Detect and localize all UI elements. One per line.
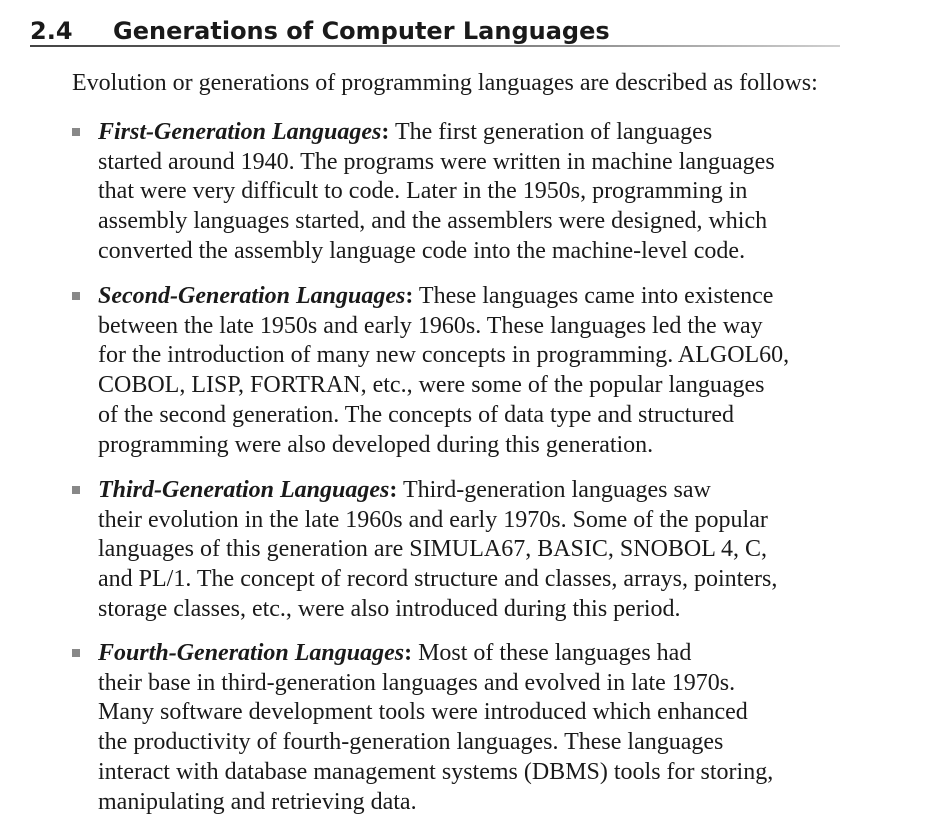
item-text: These languages came into existence xyxy=(413,283,774,309)
item-colon: : xyxy=(404,640,413,666)
item-line: programming were also developed during this generation. xyxy=(98,431,654,458)
heading-underline xyxy=(30,45,840,47)
item-line: Many software development tools were introduced which enhanced xyxy=(98,699,748,726)
item-line: COBOL, LISP, FORTRAN, etc., were some of the popular languages xyxy=(98,372,765,399)
item-line: their base in third-generation languages and evolved in late 1970s. xyxy=(98,669,736,696)
list-item-second-generation xyxy=(98,282,858,460)
item-term: Fourth-Generation Languages xyxy=(98,640,405,666)
item-line xyxy=(98,118,858,148)
item-line: and PL/1. The concept of record structure and classes, arrays, pointers, xyxy=(98,566,778,593)
square-bullet-icon xyxy=(72,128,80,136)
square-bullet-icon xyxy=(72,649,80,657)
item-text: Most of these languages had xyxy=(412,640,692,666)
square-bullet-icon xyxy=(72,486,80,494)
item-term: Third-Generation Languages xyxy=(98,477,390,503)
item-line: interact with database management systems (DBMS) tools for storing, xyxy=(98,758,774,785)
item-line: assembly languages started, and the assemblers were designed, which xyxy=(98,208,768,235)
item-line: the productivity of fourth-generation languages. These languages xyxy=(98,729,724,756)
item-line xyxy=(98,639,858,669)
section-heading xyxy=(30,14,845,48)
section-number: 2.4 xyxy=(30,17,73,45)
item-line: for the introduction of many new concepts in programming. ALGOL60, xyxy=(98,342,790,369)
square-bullet-icon xyxy=(72,292,80,300)
section-title: Generations of Computer Languages xyxy=(113,17,610,45)
item-text: The first generation of languages xyxy=(389,119,713,145)
list-item-third-generation xyxy=(98,476,858,625)
item-line xyxy=(98,282,858,312)
item-line: their evolution in the late 1960s and early 1970s. Some of the popular xyxy=(98,506,768,533)
item-line: storage classes, etc., were also introduced during this period. xyxy=(98,595,681,622)
item-text: Third-generation languages saw xyxy=(397,477,711,503)
item-colon: : xyxy=(381,119,390,145)
item-colon: : xyxy=(405,283,414,309)
item-line: converted the assembly language code into the machine-level code. xyxy=(98,237,746,264)
item-term: First-Generation Languages xyxy=(98,119,382,145)
item-line: started around 1940. The programs were written in machine languages xyxy=(98,148,775,175)
item-line: between the late 1950s and early 1960s. These languages led the way xyxy=(98,312,763,339)
item-line: that were very difficult to code. Later in the 1950s, programming in xyxy=(98,178,748,205)
list-item-first-generation xyxy=(98,118,858,267)
item-line xyxy=(98,476,858,506)
item-term: Second-Generation Languages xyxy=(98,283,406,309)
item-line: manipulating and retrieving data. xyxy=(98,788,417,815)
item-colon: : xyxy=(389,477,398,503)
item-line: of the second generation. The concepts of data type and structured xyxy=(98,401,734,428)
intro-paragraph: Evolution or generations of programming languages are described as follows: xyxy=(72,70,818,96)
list-item-fourth-generation xyxy=(98,639,858,817)
item-line: languages of this generation are SIMULA67, BASIC, SNOBOL 4, C, xyxy=(98,536,768,563)
